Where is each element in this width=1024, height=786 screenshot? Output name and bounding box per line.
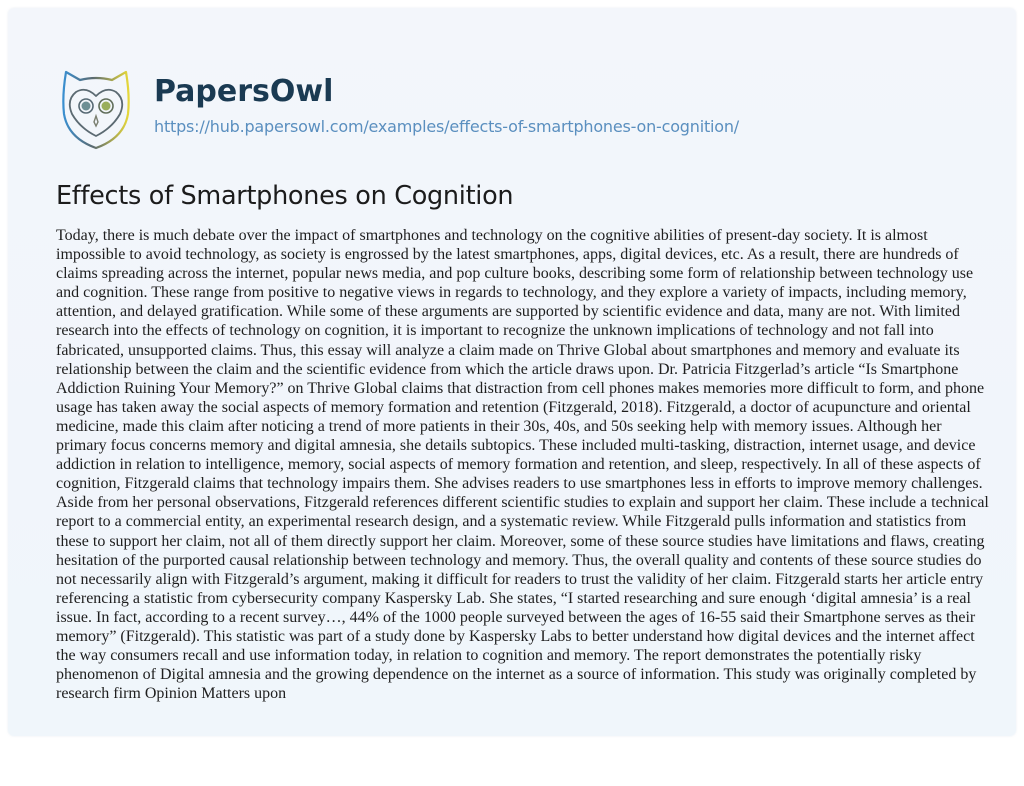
brand-name: PapersOwl (154, 74, 334, 109)
site-header (58, 66, 739, 152)
source-url-link[interactable]: https://hub.papersowl.com/examples/effects-of-smartphones-on-cognition/ (154, 117, 739, 136)
document-title: Effects of Smartphones on Cognition (56, 181, 514, 211)
owl-logo-icon (58, 66, 134, 152)
brand-block (154, 74, 739, 137)
document-body: Today, there is much debate over the impact of smartphones and technology on the cognitive abilities of present-day society. It is almost impossible to avoid technology, as society is engrossed by the latest smartphones, apps, digital devices, etc. As a result, there are hundreds of claims spreading across the internet, popular news media, and pop culture books, describing some form of relationship between technology use and cognition. These range from positive to negative views in regards to technology, and they explore a variety of impacts, including memory, attention, and delayed gratification. While some of these arguments are supported by scientific evidence and data, many are not. With limited research into the effects of technology on cognition, it is important to recognize the unknown implications of technology and not fall into fabricated, unsupported claims. Thus, this essay will analyze a claim made on Thrive Global about smartphones and memory and evaluate its relationship between the claim and the scientific evidence from which the article draws upon. Dr. Patricia Fitzgerlad’s article “Is Smartphone Addiction Ruining Your Memory?” on Thrive Global claims that distraction from cell phones makes memories more difficult to form, and phone usage has taken away the social aspects of memory formation and retention (Fitzgerald, 2018). Fitzgerald, a doctor of acupuncture and oriental medicine, made this claim after noticing a trend of more patients in their 30s, 40s, and 50s seeking help with memory issues. Although her primary focus concerns memory and digital amnesia, she details subtopics. These included multi-tasking, distraction, internet usage, and device addiction in relation to intelligence, memory, social aspects of memory formation and retention, and sleep, respectively. In all of these aspects of cognition, Fitzgerald claims that technology impairs them. She advises readers to use smartphones less in efforts to improve memory challenges. Aside from her personal observations, Fitzgerald references different scientific studies to explain and support her claim. These include a technical report to a commercial entity, an experimental research design, and a systematic review. While Fitzgerald pulls information and statistics from these to support her claim, not all of them directly support her claim. Moreover, some of these source studies have limitations and flaws, creating hesitation of the purported causal relationship between technology and memory. Thus, the overall quality and contents of these source studies do not necessarily align with Fitzgerald’s argument, making it difficult for readers to trust the validity of her claim. Fitzgerald starts her article entry referencing a statistic from cybersecurity company Kaspersky Lab. She states, “I started researching and sure enough ‘digital amnesia’ is a real issue. In fact, according to a recent survey…, 44% of the 1000 people surveyed between the ages of 16-55 said their Smartphone serves as their memory” (Fitzgerald). This statistic was part of a study done by Kaspersky Labs to better understand how digital devices and the internet affect the way consumers recall and use information today, in relation to cognition and memory. The report demonstrates the potentially risky phenomenon of Digital amnesia and the growing dependence on the internet as a source of information. This study was originally completed by research firm Opinion Matters upon (56, 227, 989, 703)
document-card (8, 8, 1016, 736)
